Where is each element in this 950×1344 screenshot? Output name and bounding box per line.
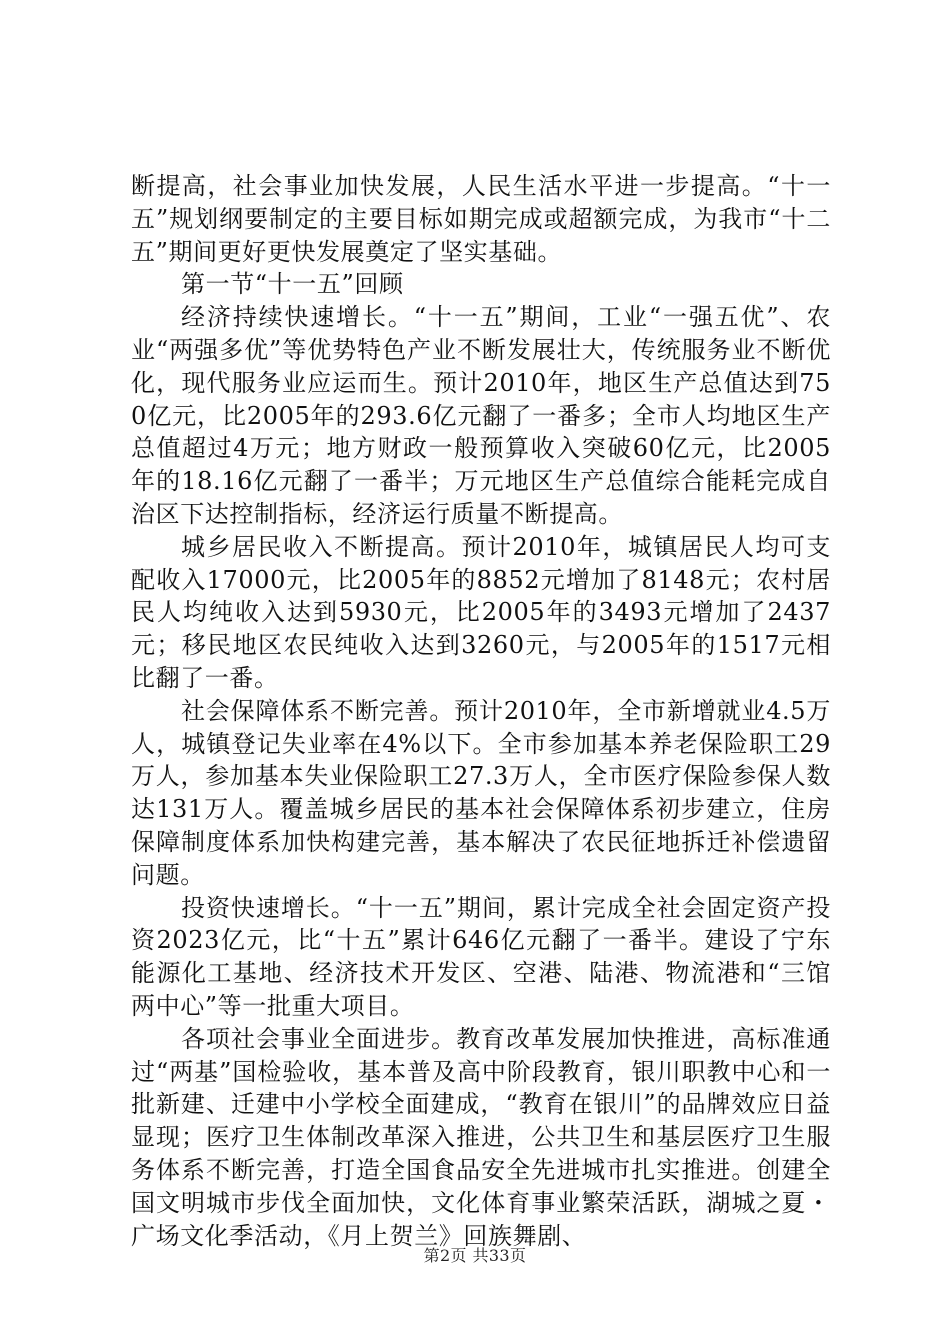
- paragraph-continuation: 断提高，社会事业加快发展，人民生活水平进一步提高。“十一五”规划纲要制定的主要目标如期完成或超额完成，为我市“十二五”期间更好更快发展奠定了坚实基础。: [131, 172, 831, 266]
- page-footer: 第2页 共33页: [423, 1246, 527, 1265]
- section-heading: 第一节“十一五”回顾: [181, 270, 404, 299]
- paragraph-social-security: 社会保障体系不断完善。预计2010年，全市新增就业4.5万人，城镇登记失业率在4%以下。全市参加基本养老保险职工29万人，参加基本失业保险职工27.3万人，全市医疗保险参保人数达131万人。覆盖城乡居民的基本社会保障体系初步建立，住房保障制度体系加快构建完善，基本解决了农民征地拆迁补偿遗留问题。: [131, 696, 831, 889]
- paragraph-economic-growth: 经济持续快速增长。“十一五”期间，工业“一强五优”、农业“两强多优”等优势特色产业不断发展壮大，传统服务业不断优化，现代服务业应运而生。预计2010年，地区生产总值达到750亿元，比2005年的293.6亿元翻了一番多；全市人均地区生产总值超过4万元；地方财政一般预算收入突破60亿元，比2005年的18.16亿元翻了一番半；万元地区生产总值综合能耗完成自治区下达控制指标，经济运行质量不断提高。: [131, 303, 831, 528]
- paragraph-income: 城乡居民收入不断提高。预计2010年，城镇居民人均可支配收入17000元，比2005年的8852元增加了8148元；农村居民人均纯收入达到5930元，比2005年的3493元增加了2437元；移民地区农民纯收入达到3260元，与2005年的1517元相比翻了一番。: [131, 532, 831, 692]
- document-body: [131, 170, 831, 1252]
- paragraph-investment: 投资快速增长。“十一五”期间，累计完成全社会固定资产投资2023亿元，比“十五”累计646亿元翻了一番半。建设了宁东能源化工基地、经济技术开发区、空港、陆港、物流港和“三馆两中心”等一批重大项目。: [131, 893, 831, 1020]
- paragraph-social-undertakings: 各项社会事业全面进步。教育改革发展加快推进，高标准通过“两基”国检验收，基本普及高中阶段教育，银川职教中心和一批新建、迁建中小学校全面建成，“教育在银川”的品牌效应日益显现；医疗卫生体制改革深入推进，公共卫生和基层医疗卫生服务体系不断完善，打造全国食品安全先进城市扎实推进。创建全国文明城市步伐全面加快，文化体育事业繁荣活跃，湖城之夏・广场文化季活动，《月上贺兰》回族舞剧、: [131, 1024, 831, 1250]
